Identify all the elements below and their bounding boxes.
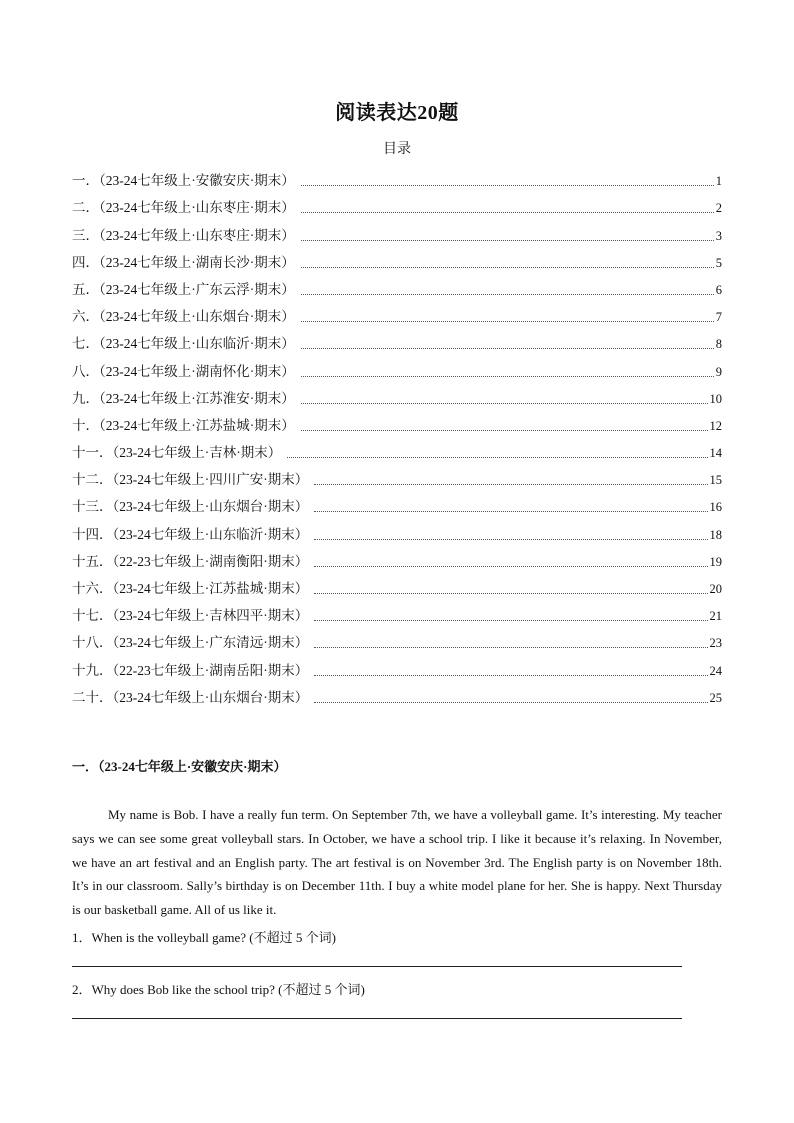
toc-leader-dots xyxy=(314,592,707,594)
toc-leader-dots xyxy=(314,674,707,676)
toc-entry[interactable] xyxy=(72,244,722,271)
toc-entry-label: 十五．（22-23七年级上·湖南衡阳·期末） xyxy=(72,553,309,569)
toc-leader-dots xyxy=(301,402,708,404)
toc-leader-dots xyxy=(301,239,714,241)
table-of-contents xyxy=(72,162,722,706)
toc-entry-label: 一．（23-24七年级上·安徽安庆·期末） xyxy=(72,173,295,189)
toc-entry-label: 四．（23-24七年级上·湖南长沙·期末） xyxy=(72,254,295,270)
toc-page-number: 10 xyxy=(709,391,722,406)
toc-page-number: 16 xyxy=(709,500,722,515)
toc-page-number: 1 xyxy=(715,174,722,189)
toc-leader-dots xyxy=(301,347,714,349)
toc-entry[interactable] xyxy=(72,543,722,570)
toc-entry-label: 三．（23-24七年级上·山东枣庄·期末） xyxy=(72,227,295,243)
toc-page-number: 12 xyxy=(709,418,722,433)
question-1: 1．When is the volleyball game? (不超过 5 个词) xyxy=(72,930,336,945)
toc-entry[interactable] xyxy=(72,679,722,706)
toc-entry[interactable] xyxy=(72,271,722,298)
toc-entry-label: 十．（23-24七年级上·江苏盐城·期末） xyxy=(72,417,295,433)
answer-line-1[interactable] xyxy=(72,966,682,967)
toc-entry[interactable] xyxy=(72,461,722,488)
toc-entry[interactable] xyxy=(72,189,722,216)
toc-page-number: 3 xyxy=(715,228,722,243)
toc-entry-label: 十三．（23-24七年级上·山东烟台·期末） xyxy=(72,499,309,515)
toc-page-number: 19 xyxy=(709,554,722,569)
toc-entry[interactable] xyxy=(72,515,722,542)
toc-entry-label: 八．（23-24七年级上·湖南怀化·期末） xyxy=(72,363,295,379)
question-2: 2．Why does Bob like the school trip? (不超过 5 个词) xyxy=(72,982,365,997)
toc-entry[interactable] xyxy=(72,352,722,379)
toc-page-number: 6 xyxy=(715,282,722,297)
toc-entry[interactable] xyxy=(72,434,722,461)
toc-entry[interactable] xyxy=(72,162,722,189)
section-heading: 一．（23-24七年级上·安徽安庆·期末） xyxy=(72,759,287,774)
toc-leader-dots xyxy=(301,266,714,268)
toc-leader-dots xyxy=(301,320,714,322)
toc-leader-dots xyxy=(314,619,707,621)
toc-entry[interactable] xyxy=(72,325,722,352)
toc-page-number: 14 xyxy=(709,446,722,461)
toc-entry[interactable] xyxy=(72,624,722,651)
toc-entry-label: 十一．（23-24七年级上·吉林·期末） xyxy=(72,445,282,461)
toc-entry-label: 九．（23-24七年级上·江苏淮安·期末） xyxy=(72,390,295,406)
toc-entry[interactable] xyxy=(72,651,722,678)
document-title: 阅读表达20题 xyxy=(335,102,459,124)
toc-leader-dots xyxy=(314,510,707,512)
toc-entry-label: 十七．（23-24七年级上·吉林四平·期末） xyxy=(72,608,309,624)
toc-page-number: 8 xyxy=(715,337,722,352)
toc-entry[interactable] xyxy=(72,407,722,434)
toc-entry-label: 二．（23-24七年级上·山东枣庄·期末） xyxy=(72,200,295,216)
toc-page-number: 18 xyxy=(709,527,722,542)
toc-leader-dots xyxy=(314,646,707,648)
toc-entry-label: 二十．（23-24七年级上·山东烟台·期末） xyxy=(72,689,309,705)
toc-leader-dots xyxy=(301,293,714,295)
toc-leader-dots xyxy=(314,483,707,485)
toc-page-number: 2 xyxy=(715,201,722,216)
toc-page-number: 9 xyxy=(715,364,722,379)
toc-page-number: 5 xyxy=(715,255,722,270)
toc-leader-dots xyxy=(314,701,707,703)
toc-entry[interactable] xyxy=(72,597,722,624)
toc-leader-dots xyxy=(301,429,708,431)
toc-entry-label: 七．（23-24七年级上·山东临沂·期末） xyxy=(72,336,295,352)
toc-leader-dots xyxy=(301,375,714,377)
toc-entry[interactable] xyxy=(72,298,722,325)
toc-entry[interactable] xyxy=(72,216,722,243)
toc-entry-label: 十二．（23-24七年级上·四川广安·期末） xyxy=(72,472,309,488)
toc-entry-label: 十四．（23-24七年级上·山东临沂·期末） xyxy=(72,526,309,542)
toc-entry-label: 十九．（22-23七年级上·湖南岳阳·期末） xyxy=(72,662,309,678)
toc-entry[interactable] xyxy=(72,570,722,597)
toc-leader-dots xyxy=(314,565,707,567)
toc-entry-label: 五．（23-24七年级上·广东云浮·期末） xyxy=(72,281,295,297)
toc-leader-dots xyxy=(301,211,714,213)
answer-line-2[interactable] xyxy=(72,1018,682,1019)
toc-heading: 目录 xyxy=(383,142,411,157)
toc-page-number: 25 xyxy=(709,690,722,705)
toc-entry-label: 十六．（23-24七年级上·江苏盐城·期末） xyxy=(72,581,309,596)
reading-passage: My name is Bob. I have a really fun term. On September 7th, we have a volleyball game. It’s interesting. My teacher says we can see some great volleyball stars. In October, we have a school trip. I like it because it’s relaxing. In November, we have an art festival and an English party. The art festival is on November 3rd. The English party is on November 18th. It’s in our classroom. Sally’s birthday is on December 11th. I buy a white model plane for her. She is happy. Next Thursday is our basketball game. All of us like it. xyxy=(72,807,722,918)
toc-entry-label: 六．（23-24七年级上·山东烟台·期末） xyxy=(72,309,295,325)
toc-leader-dots xyxy=(287,456,707,458)
toc-page-number: 21 xyxy=(709,609,722,624)
toc-entry[interactable] xyxy=(72,380,722,407)
toc-leader-dots xyxy=(314,538,707,540)
toc-page-number: 23 xyxy=(709,636,722,651)
toc-page-number: 20 xyxy=(709,582,722,596)
toc-leader-dots xyxy=(301,184,714,186)
toc-page-number: 7 xyxy=(715,310,722,325)
toc-entry-label: 十八．（23-24七年级上·广东清远·期末） xyxy=(72,635,309,651)
toc-page-number: 24 xyxy=(709,663,722,678)
toc-page-number: 15 xyxy=(709,473,722,488)
toc-entry[interactable] xyxy=(72,488,722,515)
